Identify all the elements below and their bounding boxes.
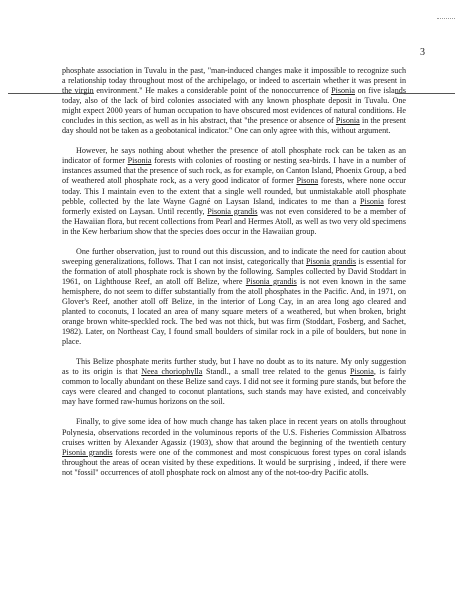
paragraph-gap	[62, 407, 406, 417]
underlined-taxon: Pisonia	[335, 116, 360, 126]
text-run: phosphate association in Tuvalu in the past, "man-induced changes make it impossible to recognize such a relationship today throughout most of the archipelago, or indeed to ascertain whether it was present in the virgin environment." He makes a considerable point of the nonoccurrence of	[62, 66, 406, 96]
paragraph-4	[62, 357, 406, 407]
text-run: was not even considered to be a member of the Hawaiian flora, but recent collections from Pearl and Hermes Atoll, as well as two very old specimens in the Kew herbarium show that the species does occur in the Hawaiian group.	[62, 206, 406, 236]
text-run: However, he says nothing about whether the presence of atoll phosphate rock can be taken as an indicator of former	[62, 146, 406, 166]
underlined-taxon: Pisonia	[331, 86, 355, 96]
underlined-taxon: Pisonia	[359, 196, 384, 206]
paragraph-gap	[62, 347, 406, 357]
text-run: , is fairly common to locally abundant on these Belize sand cays. I did not see it forming pure stands, but before the cays were cleared and changed to coconut plantations, such stands may have existed, and conceivably may have formed raw-humus horizons on the soil.	[62, 367, 407, 407]
paragraph-2	[62, 146, 406, 236]
text-run: forests were one of the commonest and most conspicuous forest types on coral islands throughout the areas of ocean visited by these expeditions. It would be surprising , indeed, if there were not "fossil" occurrences of atoll phosphate rock on almost any of the not-too-dry Pacific atolls.	[62, 447, 406, 477]
text-run: One further observation, just to round out this discussion, and to indicate the need for caution about sweeping generalizations, follows. That I can not insist, categorically that	[62, 246, 406, 266]
paragraph-gap	[62, 136, 406, 146]
text-run: is not even known in the same hemisphere, do not seem to differ substantially from the atoll phosphates in the Pacific. And, in 1971, on Glover's Reef, another atoll off Belize, in the interior of Long Cay, in an area long ago cleared and planted to coconuts, I located an area of many square meters of a weathered, but when broken, bright orange brown white-speckled rock. The bed was not thick, but was firm (Stoddart, Fosberg, and Sachet, 1982). Later, on Northeast Cay, I found small boulders of similar rock in a pile of boulders, but none in place.	[62, 276, 407, 347]
text-run: forests with colonies of roosting or nesting sea-birds. I have in a number of instances assumed that the presence of such rock, as for example, on Canton Island, Phoenix Group, a bed of weathered atoll phosphate rock, as a very good indicator of former	[62, 156, 407, 186]
text-run: on five islands today, also of the lack of bird colonies associated with any known phosphate deposit in Tuvalu. One might expect 2000 years of human occupation to have obscured most evidences of natural conditions. He concludes in this section, as well as in his abstract, that "the presence or absence of	[62, 86, 406, 126]
text-run: This Belize phosphate merits further study, but I have no doubt as to its nature. My only suggestion as to its origin is that	[62, 357, 406, 377]
paragraph-1	[62, 66, 406, 136]
page-number: 3	[420, 47, 425, 58]
underlined-taxon: Pisona	[296, 176, 319, 186]
paragraph-gap	[62, 237, 406, 247]
text-run: is essential for the formation of atoll phosphate rock is shown by the following. Samples collected by David Stoddart in 1961, on Lighthouse Reef, an atoll off Belize, where	[62, 256, 406, 286]
underlined-taxon: Pisonia grandis	[245, 276, 297, 286]
scan-artifact-top	[437, 18, 455, 20]
text-run: forests, where none occur today. This I maintain even to the extent that a single well rounded, but unmistakable atoll phosphate pebble, collected by the late Wayne Gagné on Laysan Island, indicates to me than a	[62, 176, 406, 206]
text-run: Standl., a small tree related to the genus	[202, 367, 350, 377]
text-run: Finally, to give some idea of how much change has taken place in recent years on atolls throughout Polynesia, observations recorded in the voluminous reports of the U.S. Fisheries Commission Albatross cruises written by Alexander Agassiz (1903), show that around the beginning of the twentieth century	[62, 417, 406, 447]
text-run: forest formerly existed on Laysan. Until recently,	[62, 196, 406, 216]
underlined-taxon: Pisonia	[127, 156, 152, 166]
underlined-taxon: Pisonia grandis	[305, 256, 357, 266]
underlined-taxon: Pisonia grandis	[207, 206, 258, 216]
paragraph-5	[62, 417, 406, 477]
paragraph-3	[62, 247, 406, 347]
underlined-taxon: Neea choriophylla	[141, 367, 203, 377]
underlined-taxon: Pisonia grandis	[62, 447, 113, 457]
underlined-taxon: Pisonia	[349, 367, 374, 377]
text-run: in the present day should not be taken as a geobotanical indicator." One can only agree with this, without argument.	[62, 116, 406, 136]
document-body	[62, 66, 406, 478]
